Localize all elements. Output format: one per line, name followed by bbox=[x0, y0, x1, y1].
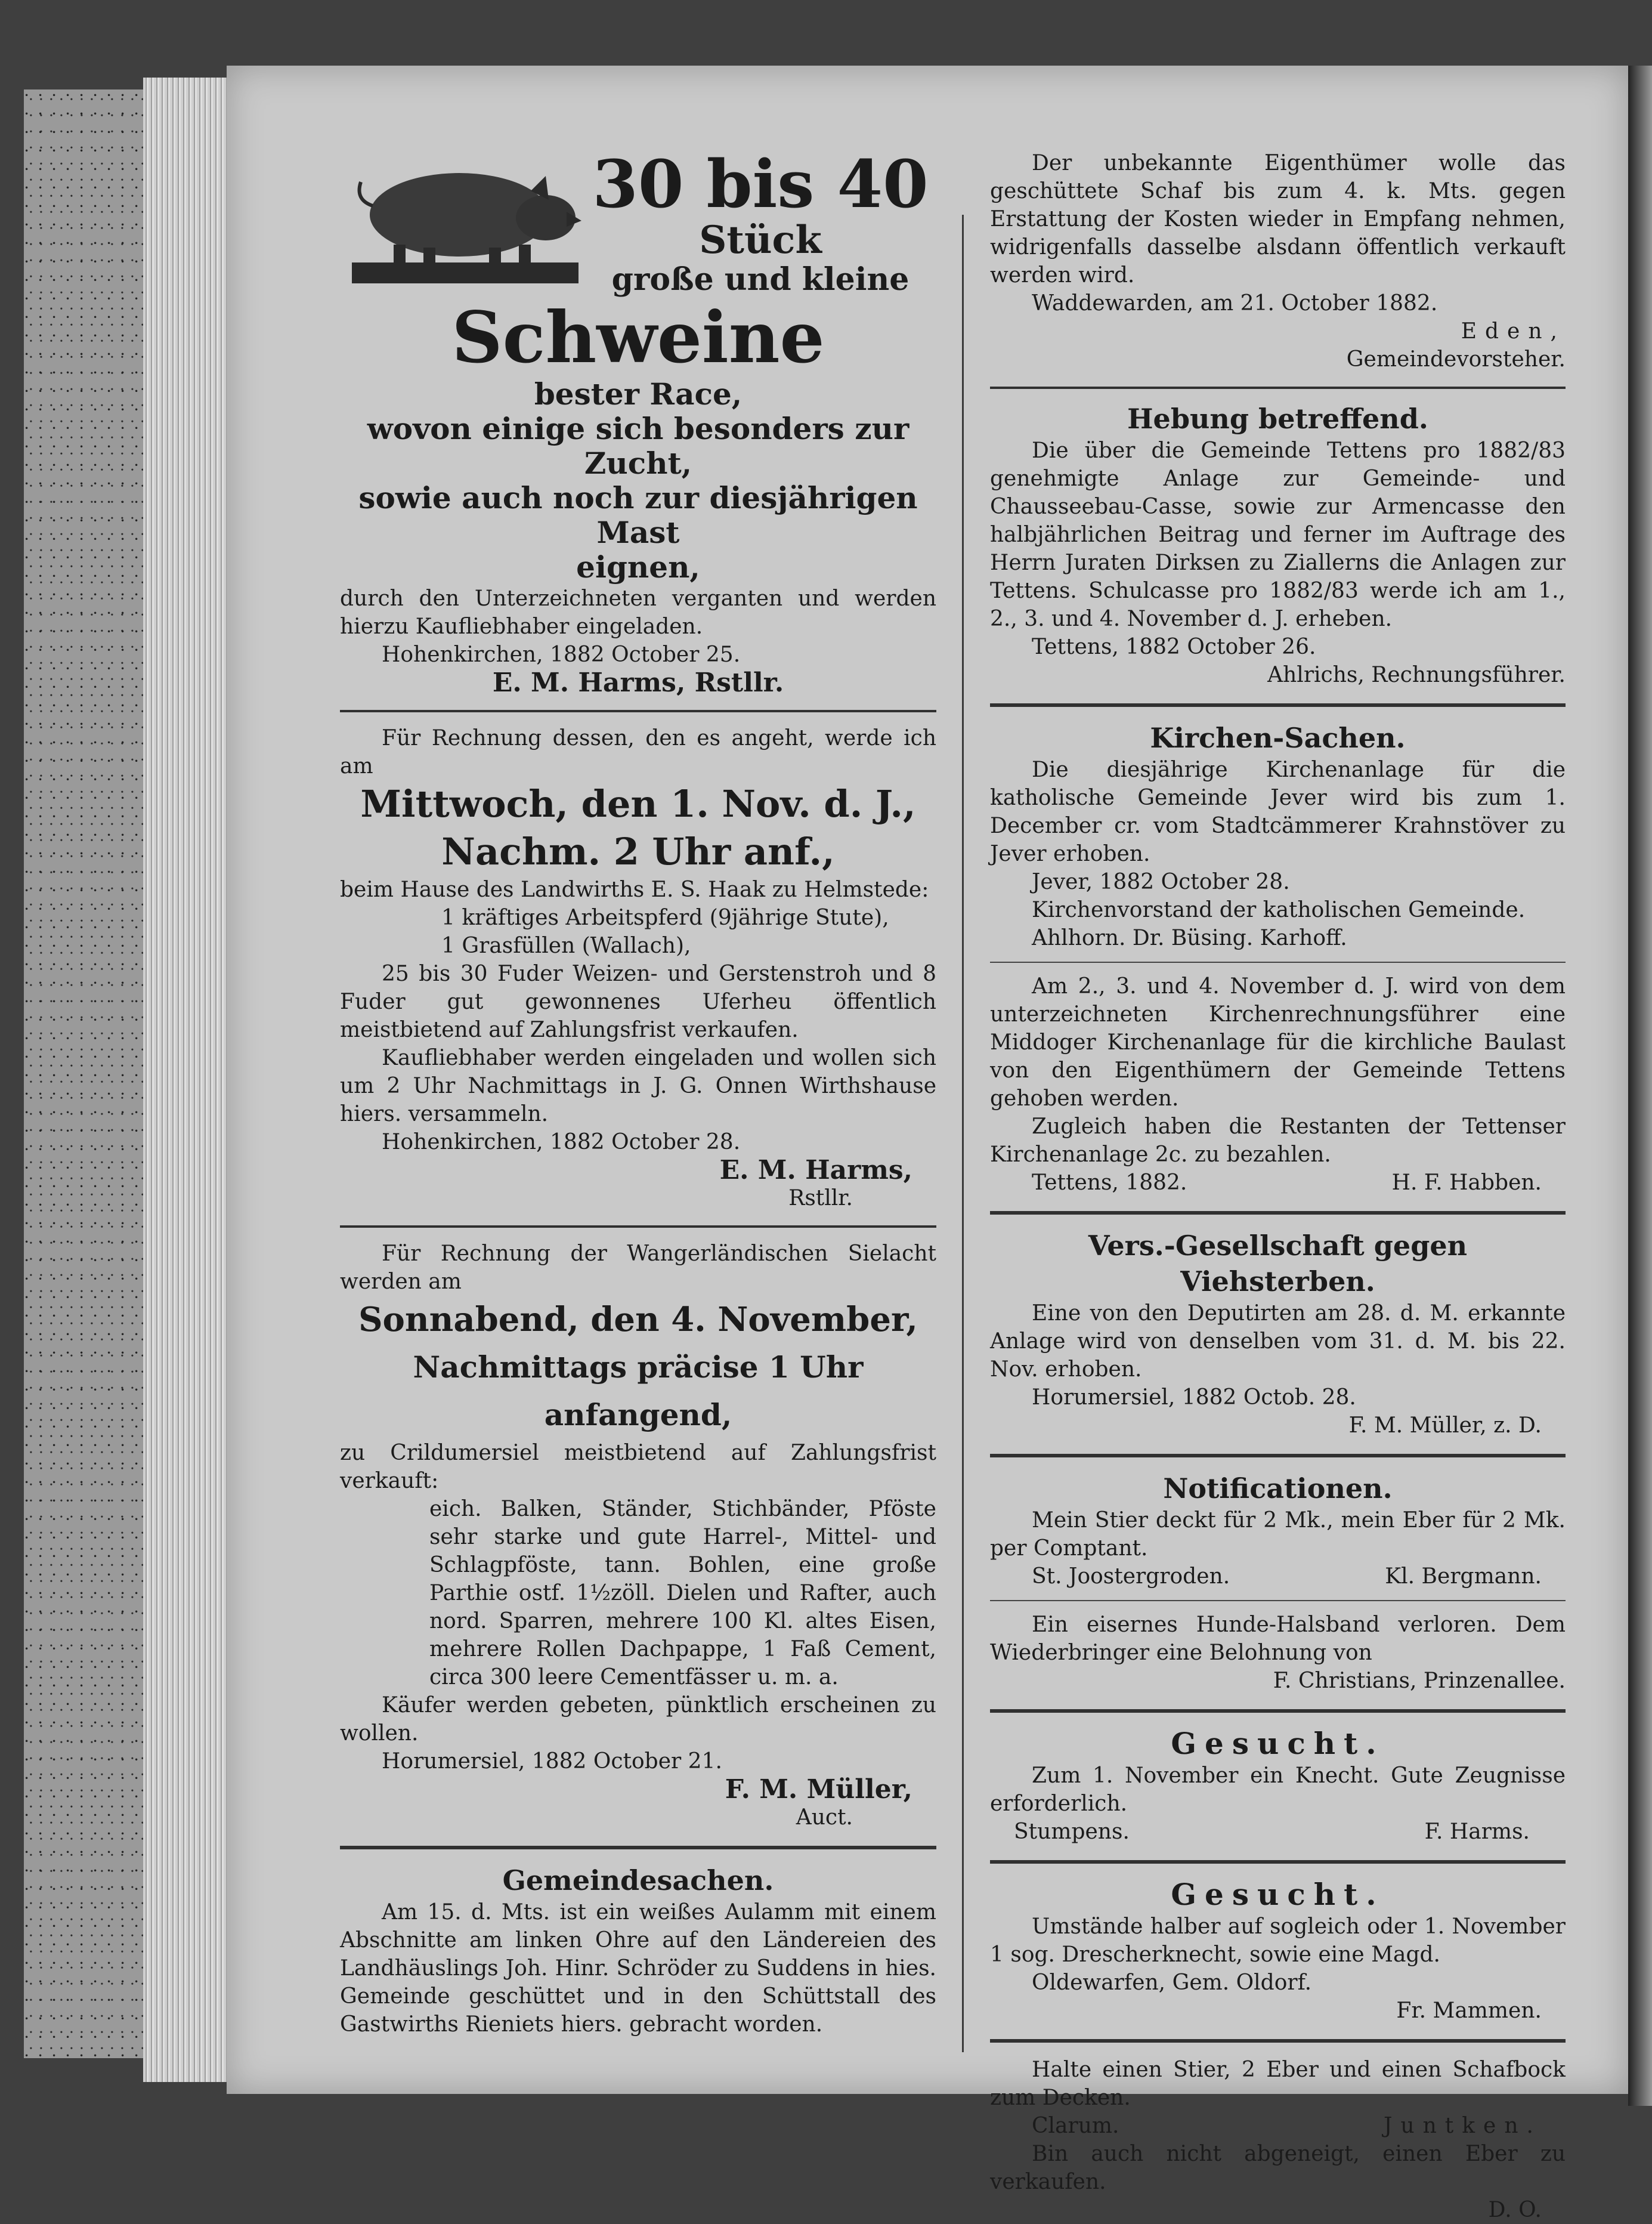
ad-place: Clarum. bbox=[1032, 2114, 1119, 2138]
book-edge-speckled bbox=[24, 89, 149, 2058]
ad-text: durch den Unterzeichneten verganten und werden hierzu Kaufliebhaber eingeladen. bbox=[340, 586, 936, 639]
ad-signature: Juntken. bbox=[1383, 2114, 1542, 2138]
ad-place-date: Horumersiel, 1882 Octob. 28. bbox=[1032, 1385, 1356, 1410]
ad-item: 25 bis 30 Fuder Weizen- und Gerstenstroh und 8 Fuder gut gewonnenes Uferheu öffentlich meistbietend auf Zahlungsfrist verkaufen. bbox=[340, 962, 936, 1042]
ad-signature: E. M. Harms, Rstllr. bbox=[492, 668, 784, 698]
ad-signature-title: Rstllr. bbox=[788, 1186, 853, 1210]
ad-text: Zugleich haben die Restanten der Tettenser Kirchenanlage 2c. zu bezahlen. bbox=[990, 1114, 1566, 1167]
ad-signature: D. O. bbox=[1488, 2198, 1542, 2222]
ad-footer bbox=[990, 2112, 1566, 2140]
book-page-edges bbox=[143, 78, 233, 2082]
separator bbox=[990, 387, 1566, 389]
ad-sub4: eignen, bbox=[576, 549, 700, 585]
right-column bbox=[990, 149, 1566, 2224]
ad-footer bbox=[990, 1169, 1566, 1197]
ad-note: Käufer werden gebeten, pünktlich erscheinen zu wollen. bbox=[340, 1693, 936, 1746]
ad-signature: F. M. Müller, z. D. bbox=[1348, 1413, 1542, 1438]
ad-pigs bbox=[340, 146, 936, 698]
ad-intro: Für Rechnung der Wangerländischen Sielacht werden am bbox=[340, 1241, 936, 1294]
ad-text: Die über die Gemeinde Tettens pro 1882/83 genehmigte Anlage zur Gemeinde- und Chausseebau-Casse, sowie zur Armencasse den halbjährlichen Beitrag und ferner im Auftrage des Herrn Juraten Dirksen zu Ziallerns die Anlagen zur Tettens. Schulcasse pro 1882/83 werde ich am 1., 2., 3. und 4. November d. J. erheben. bbox=[990, 438, 1566, 631]
separator bbox=[990, 1600, 1566, 1601]
ad-text: Mein Stier deckt für 2 Mk., mein Eber für 2 Mk. per Comptant. bbox=[990, 1508, 1566, 1561]
separator bbox=[340, 1846, 936, 1849]
separator bbox=[990, 2039, 1566, 2043]
ad-place-date: Horumersiel, 1882 October 21. bbox=[382, 1749, 722, 1774]
section-heading: Gesucht. bbox=[1171, 1726, 1385, 1761]
ad-gesucht-drescherknecht bbox=[990, 1877, 1566, 2025]
ad-location: zu Crildumersiel meistbietend auf Zahlungsfrist verkauft: bbox=[340, 1441, 936, 1493]
ad-text: Am 2., 3. und 4. November d. J. wird von dem unterzeichneten Kirchenrechnungsführer eine Middoger Kirchenanlage für die kirchliche Baulast von den Eigenthümern der Gemeinde Tettens gehoben werden. bbox=[990, 974, 1566, 1111]
ad-hebung bbox=[990, 401, 1566, 689]
ad-invite: Kaufliebhaber werden eingeladen und wollen sich um 2 Uhr Nachmittags in J. G. Onnen Wirthshause hiers. versammeln. bbox=[340, 1046, 936, 1126]
ad-date-big: Mittwoch, den 1. Nov. d. J., bbox=[360, 782, 916, 826]
ad-place-date: Hohenkirchen, 1882 October 28. bbox=[382, 1130, 741, 1154]
ad-place-date: Waddewarden, am 21. October 1882. bbox=[1032, 291, 1438, 316]
section-heading: Gesucht. bbox=[1171, 1877, 1385, 1912]
ad-signature-title: Gemeindevorsteher. bbox=[1346, 347, 1566, 372]
ad-intro: Für Rechnung dessen, den es angeht, werde ich am bbox=[340, 726, 936, 779]
ad-signature: Eden, bbox=[1461, 319, 1566, 344]
separator bbox=[990, 1860, 1566, 1864]
ad-text: Halte einen Stier, 2 Eber und einen Schafbock zum Decken. bbox=[990, 2058, 1566, 2110]
ad-text: Bin auch nicht abgeneigt, einen Eber zu verkaufen. bbox=[990, 2142, 1566, 2194]
section-heading: Notificationen. bbox=[1163, 1472, 1393, 1505]
section-heading: Gemeindesachen. bbox=[502, 1864, 774, 1896]
ad-location: beim Hause des Landwirths E. S. Haak zu Helmstede: bbox=[340, 878, 929, 902]
ad-place: Oldewarfen, Gem. Oldorf. bbox=[1032, 1970, 1312, 1995]
ad-sub3: sowie auch noch zur diesjährigen Mast bbox=[358, 480, 918, 550]
ad-signature: F. Harms. bbox=[1424, 1820, 1530, 1844]
ad-item: 1 Grasfüllen (Wallach), bbox=[441, 934, 691, 958]
ad-text: Am 15. d. Mts. ist ein weißes Aulamm mit einem Abschnitte am linken Ohre auf den Ländereien des Landhäuslings Joh. Hinr. Schröder zu Suddens in hies. Gemeinde geschüttet und in den Schüttstall des Gastwirths Rieniets hiers. gebracht worden. bbox=[340, 1900, 936, 2037]
ad-footer bbox=[990, 1562, 1566, 1590]
ad-middoger-kirchenanlage bbox=[990, 972, 1566, 1197]
left-column bbox=[340, 146, 936, 2038]
ad-time-big: Nachm. 2 Uhr anf., bbox=[441, 830, 835, 873]
ad-text: Ein eisernes Hunde-Halsband verloren. Dem Wiederbringer eine Belohnung von bbox=[990, 1613, 1566, 1665]
ad-horse-auction bbox=[340, 724, 936, 1212]
ad-place-date: Hohenkirchen, 1882 October 25. bbox=[382, 643, 741, 667]
ad-items: eich. Balken, Ständer, Stichbänder, Pföste sehr starke und gute Harrel-, Mittel- und Schlagpföste, tann. Bohlen, eine große Parthie ostf. 1½zöll. Dielen und Rafter, auch nord. Sparren, mehrere 100 Kl. altes Eisen, mehrere Rollen Dachpappe, 1 Faß Cement, circa 300 leere Cementfässer u. m. a. bbox=[429, 1497, 936, 1689]
separator bbox=[990, 703, 1566, 707]
ad-signature: Fr. Mammen. bbox=[1396, 1998, 1542, 2023]
ad-sub1: bester Race, bbox=[534, 376, 743, 412]
separator bbox=[340, 710, 936, 712]
ad-signature: Ahlrichs, Rechnungsführer. bbox=[1267, 663, 1566, 687]
ad-title-count: 30 bis 40 bbox=[592, 146, 929, 223]
separator bbox=[990, 1454, 1566, 1457]
column-divider bbox=[962, 215, 964, 2052]
ad-notificationen bbox=[990, 1471, 1566, 1590]
ad-title-main: Schweine bbox=[451, 296, 825, 379]
ad-signature: F. Christians, Prinzenallee. bbox=[1273, 1669, 1566, 1693]
ad-signature: E. M. Harms, bbox=[719, 1155, 912, 1185]
ad-signature: F. M. Müller, bbox=[725, 1774, 912, 1805]
separator bbox=[340, 1225, 936, 1228]
ad-signature: Kl. Bergmann. bbox=[1385, 1564, 1542, 1589]
ad-sub2: wovon einige sich besonders zur Zucht, bbox=[367, 411, 909, 481]
ad-versicherung bbox=[990, 1228, 1566, 1440]
pig-illustration bbox=[340, 149, 584, 292]
ad-text: Eine von den Deputirten am 28. d. M. erkannte Anlage wird von denselben vom 31. d. M. bis 22. Nov. erhoben. bbox=[990, 1301, 1566, 1382]
ad-place: St. Joostergroden. bbox=[1032, 1564, 1230, 1589]
ad-title-desc: große und kleine bbox=[611, 261, 909, 298]
ad-gemeindesachen bbox=[340, 1862, 936, 2038]
ad-place-date: Tettens, 1882 October 26. bbox=[1032, 635, 1316, 659]
ad-text: Umstände halber auf sogleich oder 1. November 1 sog. Drescherknecht, sowie eine Magd. bbox=[990, 1914, 1566, 1967]
ad-date-big: Sonnabend, den 4. November, bbox=[358, 1300, 918, 1339]
ad-text: Die diesjährige Kirchenanlage für die katholische Gemeinde Jever wird bis zum 1. December cr. vom Stadtcämmerer Krahnstöver zu Jever erhoben. bbox=[990, 758, 1566, 866]
section-heading: Hebung betreffend. bbox=[1127, 403, 1428, 435]
ad-org: Kirchenvorstand der katholischen Gemeinde. bbox=[1032, 898, 1526, 922]
separator bbox=[990, 1709, 1566, 1713]
ad-item: 1 kräftiges Arbeitspferd (9jährige Stute), bbox=[441, 906, 889, 930]
ad-signature-title: Auct. bbox=[796, 1805, 853, 1830]
ad-timber-auction bbox=[340, 1240, 936, 1831]
ad-place: Tettens, 1882. bbox=[1032, 1170, 1187, 1195]
ad-signature: H. F. Habben. bbox=[1391, 1170, 1542, 1195]
ad-hundehalsband bbox=[990, 1611, 1566, 1695]
ad-text: Zum 1. November ein Knecht. Gute Zeugnisse erforderlich. bbox=[990, 1763, 1566, 1816]
separator bbox=[990, 962, 1566, 963]
section-heading: Vers.-Gesellschaft gegen Viehsterben. bbox=[1088, 1230, 1468, 1298]
ad-gesucht-knecht bbox=[990, 1726, 1566, 1846]
separator bbox=[990, 1211, 1566, 1215]
facing-page-edge bbox=[1628, 66, 1652, 2106]
ad-place: Stumpens. bbox=[1014, 1820, 1130, 1844]
ad-footer bbox=[990, 1818, 1566, 1846]
ad-sheep-continued bbox=[990, 149, 1566, 373]
ad-stier-eber bbox=[990, 2056, 1566, 2224]
ad-time-big: Nachmittags präcise 1 Uhr anfangend, bbox=[413, 1349, 864, 1432]
ad-place-date: Jever, 1882 October 28. bbox=[1032, 870, 1290, 894]
ad-kirchen-sachen bbox=[990, 720, 1566, 952]
ad-text: Der unbekannte Eigenthümer wolle das geschüttete Schaf bis zum 4. k. Mts. gegen Erstattung der Kosten wieder in Empfang nehmen, widrigenfalls dasselbe alsdann öffentlich verkauft werden wird. bbox=[990, 151, 1566, 288]
ad-names: Ahlhorn. Dr. Büsing. Karhoff. bbox=[1032, 926, 1347, 950]
section-heading: Kirchen-Sachen. bbox=[1150, 722, 1406, 754]
ad-title-unit: Stück bbox=[699, 218, 822, 262]
